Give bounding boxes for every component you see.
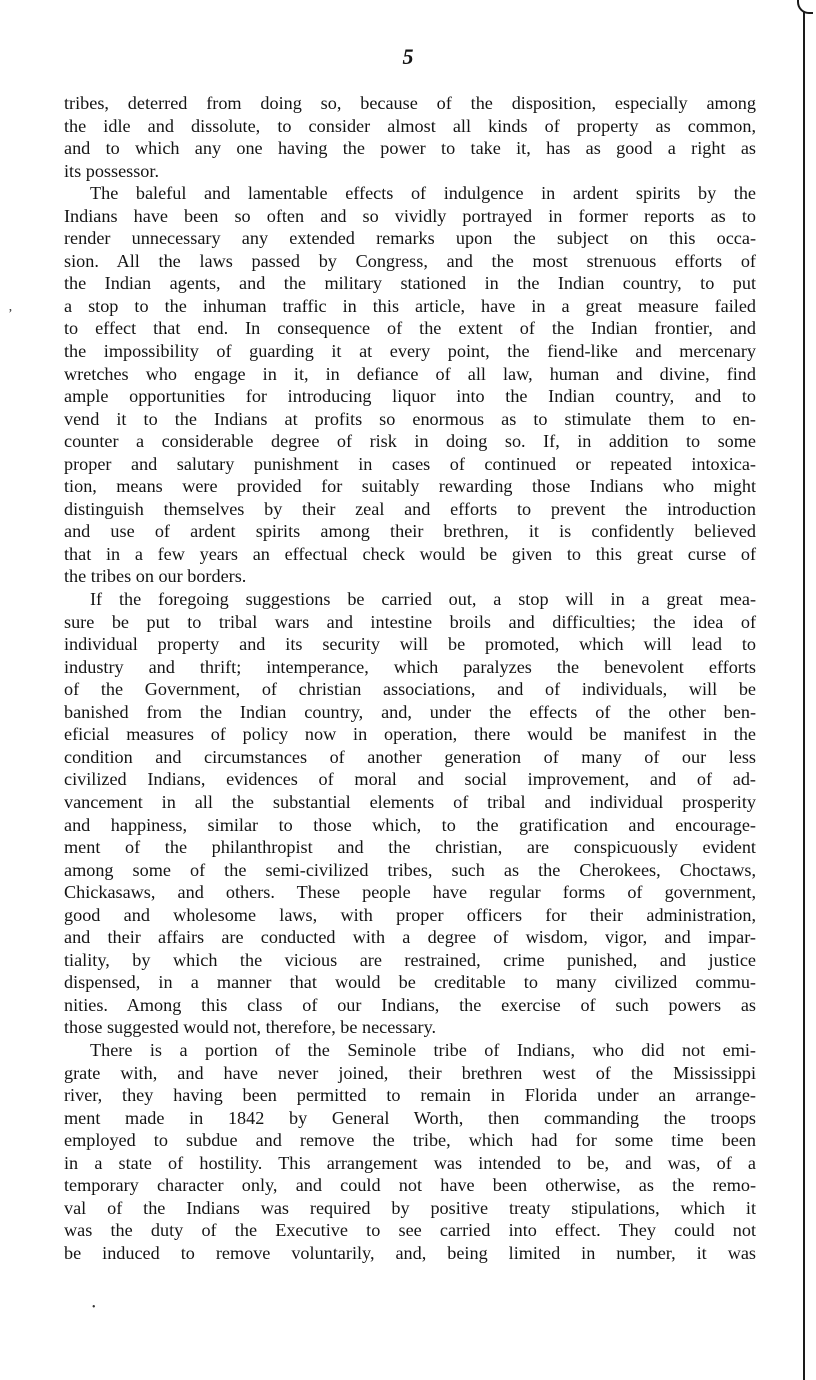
page-number: 5	[402, 44, 414, 69]
text-line: of the Government, of christian associations, and of individuals, will be	[64, 679, 756, 700]
text-line: and happiness, similar to those which, to the gratification and encourage-	[64, 814, 756, 835]
text-line: civilized Indians, evidences of moral and social improvement, and of ad-	[64, 769, 756, 790]
text-line: the impossibility of guarding it at every point, the fiend-like and mercenary	[64, 341, 756, 362]
text-line: vend it to the Indians at profits so enormous as to stimulate them to en-	[64, 408, 756, 429]
text-line: its possessor.	[64, 160, 159, 181]
text-line: and to which any one having the power to take it, has as good a right as	[64, 138, 756, 159]
text-line: individual property and its security will be promoted, which will lead to	[64, 634, 756, 655]
text-line: counter a considerable degree of risk in doing so. If, in addition to some	[64, 431, 756, 452]
text-line: distinguish themselves by their zeal and efforts to prevent the introduction	[64, 498, 756, 519]
text-line: val of the Indians was required by positive treaty stipulations, which it	[64, 1197, 756, 1218]
text-line: the Indian agents, and the military stationed in the Indian country, to put	[64, 273, 756, 294]
text-line: industry and thrift; intemperance, which paralyzes the benevolent efforts	[64, 656, 756, 677]
text-line: the idle and dissolute, to consider almost all kinds of property as common,	[64, 115, 756, 136]
text-line: The baleful and lamentable effects of indulgence in ardent spirits by the	[90, 183, 756, 204]
text-line: tribes, deterred from doing so, because of the disposition, especially among	[64, 93, 756, 113]
text-line: a stop to the inhuman traffic in this article, have in a great measure failed	[64, 295, 756, 316]
text-line: vancement in all the substantial elements of tribal and individual prosperity	[64, 791, 756, 812]
text-line: Chickasaws, and others. These people have regular forms of government,	[64, 882, 756, 903]
text-line: grate with, and have never joined, their brethren west of the Mississippi	[64, 1062, 756, 1083]
text-line: sure be put to tribal wars and intestine broils and difficulties; the idea of	[64, 611, 756, 632]
text-line: dispensed, in a manner that would be creditable to many civilized commu-	[64, 972, 756, 993]
text-line: proper and salutary punishment in cases of continued or repeated intoxica-	[64, 453, 756, 474]
text-line: be induced to remove voluntarily, and, being limited in number, it was	[64, 1242, 756, 1263]
text-line: employed to subdue and remove the tribe, which had for some time been	[64, 1130, 756, 1151]
text-line: to effect that end. In consequence of the extent of the Indian frontier, and	[64, 318, 756, 339]
bottom-mark: •	[92, 1302, 96, 1313]
text-line: and their affairs are conducted with a degree of wisdom, vigor, and impar-	[64, 927, 756, 948]
text-line: banished from the Indian country, and, under the effects of the other ben-	[64, 701, 756, 722]
text-line: and use of ardent spirits among their brethren, it is confidently believed	[64, 521, 756, 542]
text-line: ment made in 1842 by General Worth, then commanding the troops	[64, 1107, 756, 1128]
text-line: eficial measures of policy now in operation, there would be manifest in the	[64, 724, 756, 745]
text-line: sion. All the laws passed by Congress, and the most strenuous efforts of	[64, 250, 756, 271]
text-line: If the foregoing suggestions be carried out, a stop will in a great mea-	[90, 589, 756, 610]
text-line: temporary character only, and could not have been otherwise, as the remo-	[64, 1175, 756, 1196]
margin-mark: ’	[8, 307, 13, 322]
text-line: Indians have been so often and so vividly portrayed in former reports as to	[64, 205, 756, 226]
text-line: tiality, by which the vicious are restrained, crime punished, and justice	[64, 949, 756, 970]
text-line: nities. Among this class of our Indians, the exercise of such powers as	[64, 994, 756, 1015]
text-line: among some of the semi-civilized tribes, such as the Cherokees, Choctaws,	[64, 859, 756, 880]
text-line: river, they having been permitted to remain in Florida under an arrange-	[64, 1085, 756, 1106]
text-line: ment of the philanthropist and the christian, are conspicuously evident	[64, 837, 756, 858]
text-line: wretches who engage in it, in defiance of all law, human and divine, find	[64, 363, 756, 384]
text-line: render unnecessary any extended remarks upon the subject on this occa-	[64, 228, 756, 249]
text-line: in a state of hostility. This arrangement was intended to be, and was, of a	[64, 1152, 756, 1173]
page-edge-right	[803, 0, 813, 1380]
text-line: was the duty of the Executive to see carried into effect. They could not	[64, 1220, 756, 1241]
text-line: the tribes on our borders.	[64, 566, 247, 587]
text-line: There is a portion of the Seminole tribe of Indians, who did not emi-	[90, 1039, 756, 1060]
body-text	[64, 92, 756, 1264]
text-line: those suggested would not, therefore, be necessary.	[64, 1017, 437, 1038]
text-line: ample opportunities for introducing liquor into the Indian country, and to	[64, 386, 756, 407]
text-line: good and wholesome laws, with proper officers for their administration,	[64, 904, 756, 925]
page-edge-corner	[797, 0, 813, 14]
text-line: tion, means were provided for suitably rewarding those Indians who might	[64, 476, 756, 497]
text-line: that in a few years an effectual check would be given to this great curse of	[64, 543, 756, 564]
text-line: condition and circumstances of another generation of many of our less	[64, 746, 756, 767]
